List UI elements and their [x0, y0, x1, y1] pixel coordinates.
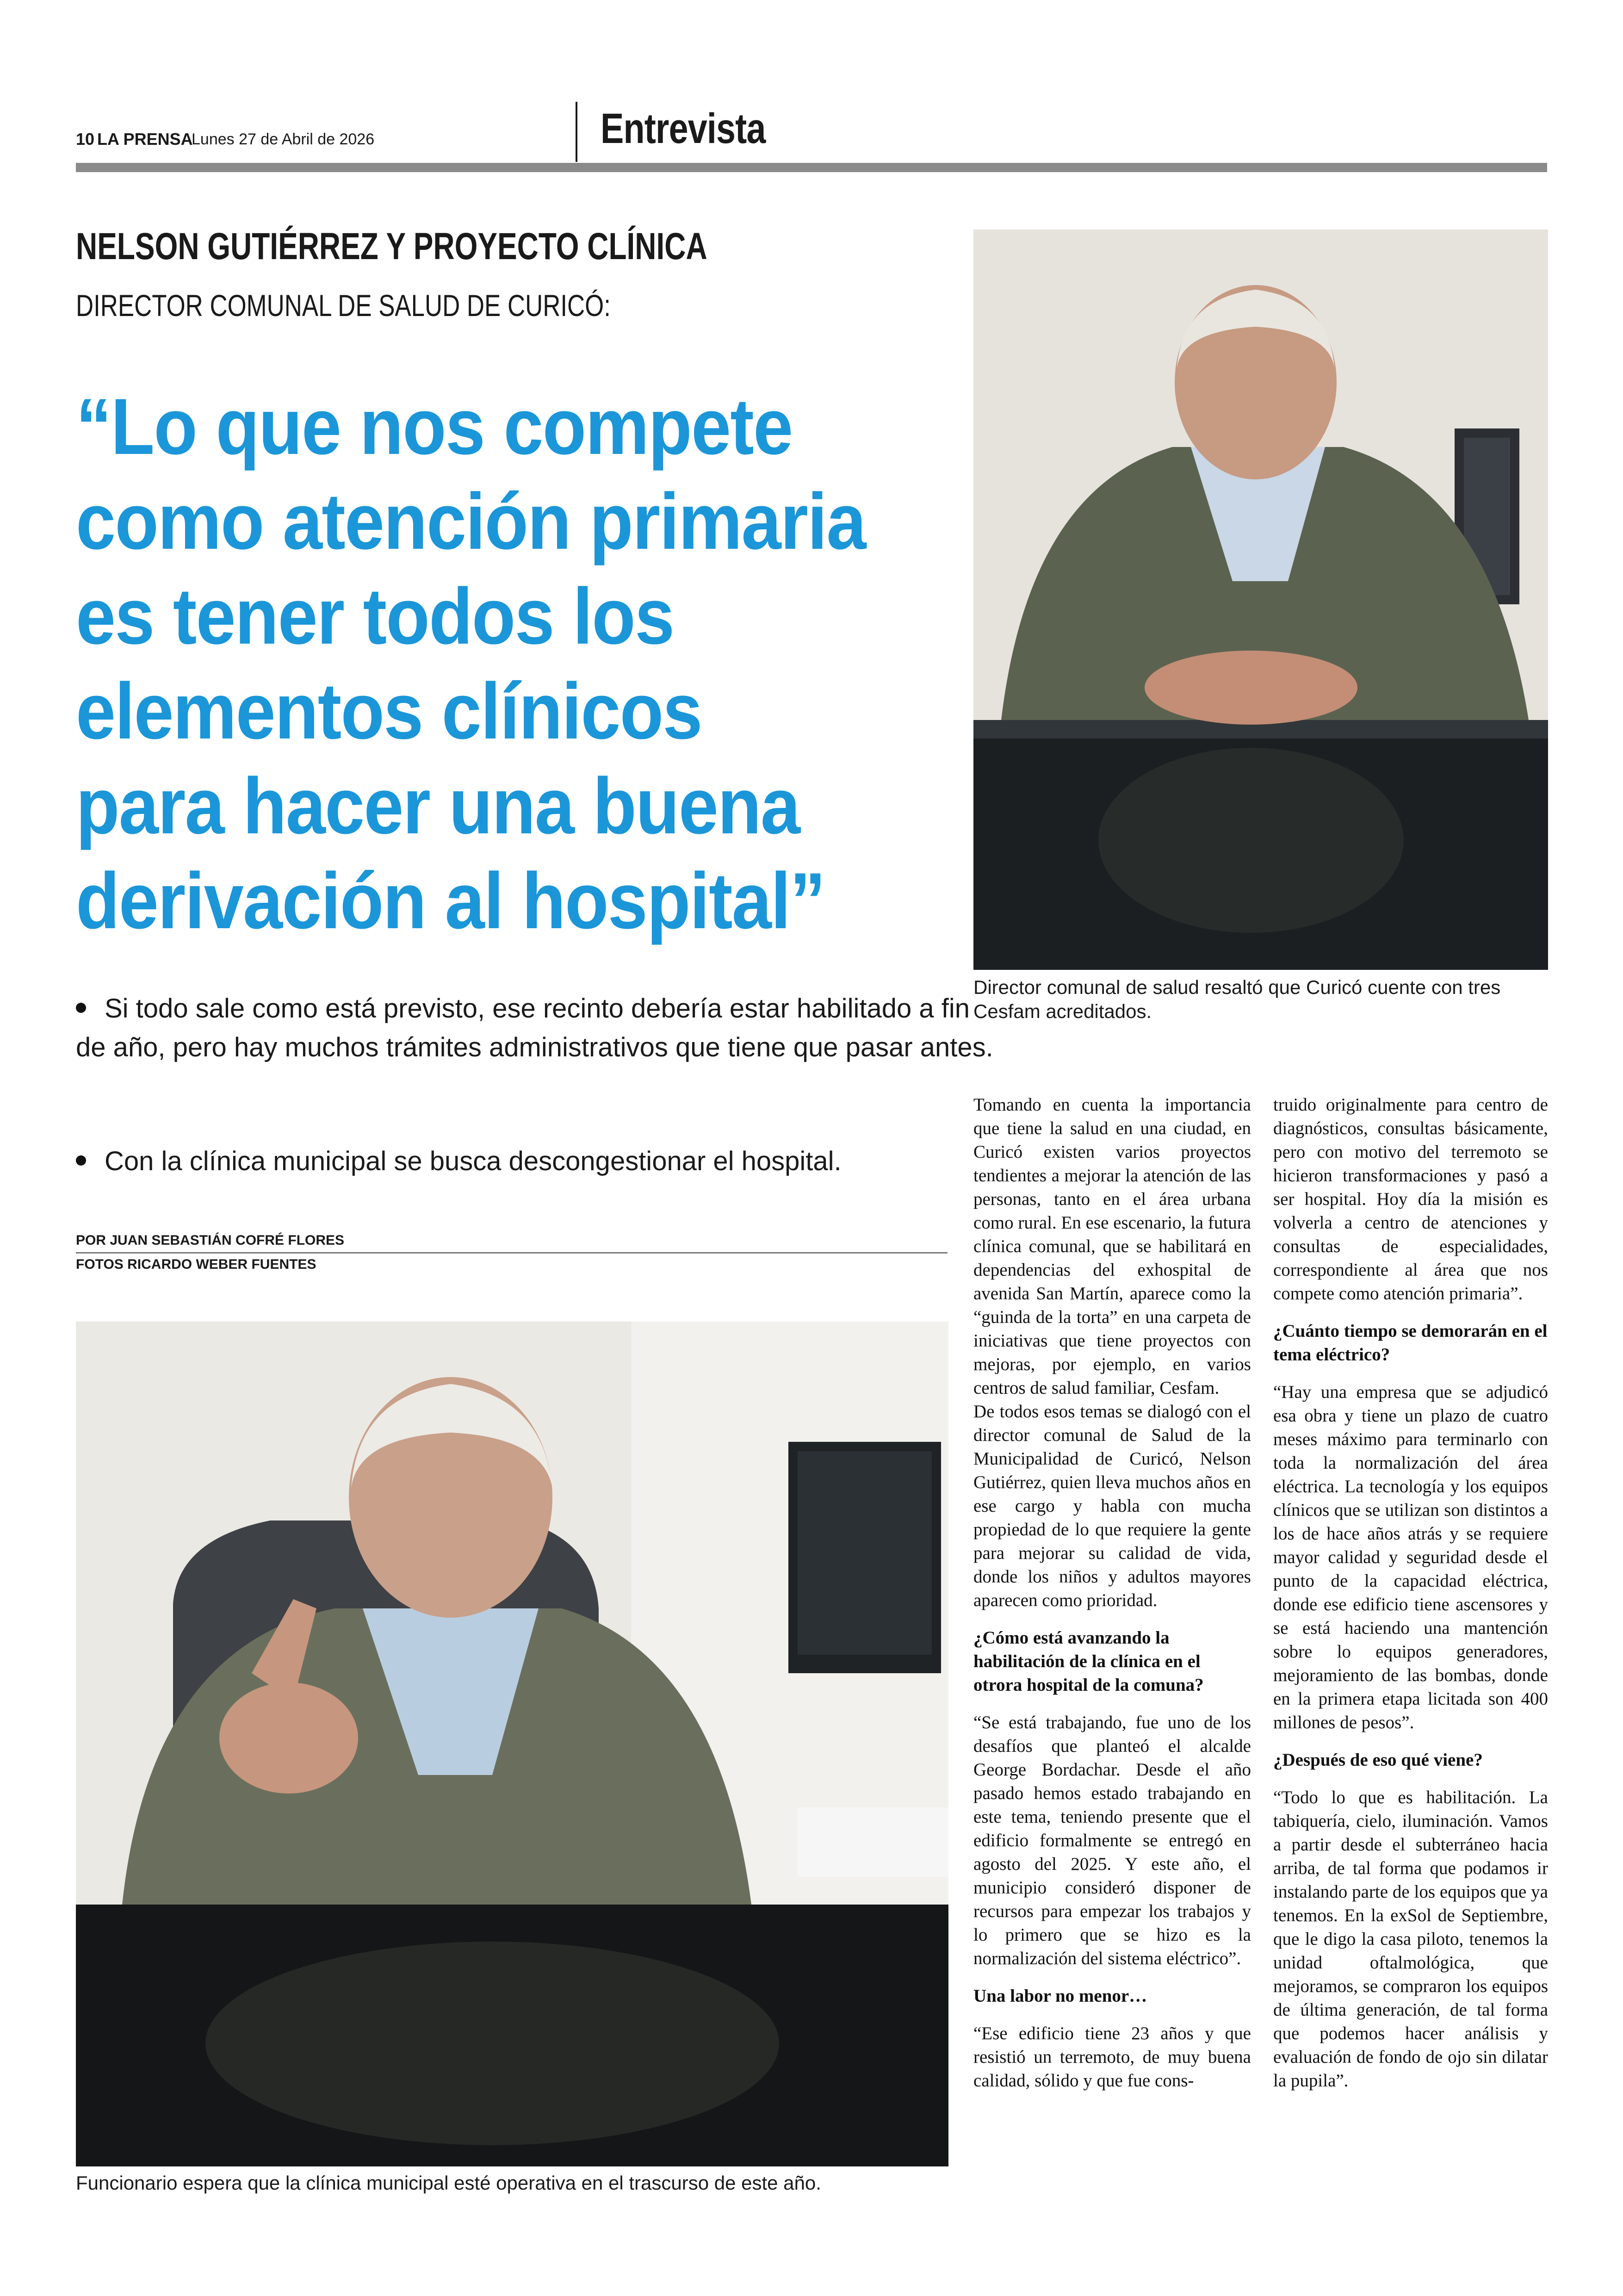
subheading: Una labor no menor… [973, 1986, 1147, 2006]
headline-line: “Lo que nos compete [76, 382, 793, 471]
kicker-subtitle: DIRECTOR COMUNAL DE SALUD DE CURICÓ: [76, 288, 611, 323]
kicker-title: NELSON GUTIÉRREZ Y PROYECTO CLÍNICA [76, 225, 707, 267]
interview-photo-top [973, 230, 1548, 970]
byline-rule [76, 1252, 948, 1253]
photo-caption-top: Director comunal de salud resaltó que Curicó cuente con tres Cesfam acreditados. [973, 976, 1501, 1022]
article-column-1 [973, 1093, 1251, 2092]
header-divider [576, 102, 577, 162]
headline-line: es tener todos los [76, 572, 674, 661]
interview-answer: “Hay una empresa que se adjudicó esa obra y tiene un plazo de cuatro meses máximo para terminarlo con toda la normalización del área eléctrica. La tecnología y los equipos clínicos que se utilizan son distintos a los de hace años atrás y se requiere mayor calidad y seguridad desde el punto de la capacidad eléctrica, donde ese edificio tiene ascensores y se está haciendo una mantención sobre lo equipos generadores, mejoramiento de las bombas, donde en la primera etapa licitada son 400 millones de pesos”. [1273, 1382, 1548, 1732]
headline-line: como atención primaria [76, 477, 866, 566]
headline [76, 379, 992, 949]
page-number: 10 [76, 130, 95, 149]
interview-question: ¿Después de eso qué viene? [1273, 1750, 1483, 1770]
byline-photographer: FOTOS RICARDO WEBER FUENTES [76, 1257, 316, 1272]
interview-answer: “Ese edificio tiene 23 años y que resistió un terremoto, de muy buena calidad, sólido y que fue cons- [973, 2023, 1251, 2091]
header-rule [76, 163, 1547, 172]
summary-bullet [76, 1142, 1001, 1181]
article-paragraph: De todos esos temas se dialogó con el director comunal de Salud de la Municipalidad de Curicó, Nelson Gutiérrez, quien lleva muchos años en ese cargo y habla con mucha propiedad de lo que requiere la gente para mejorar su calidad de vida, donde los niños y adultos mayores aparecen como prioridad. [973, 1402, 1251, 1610]
photo-caption-bottom: Funcionario espera que la clínica municipal esté operativa en el trascurso de este año. [76, 2172, 821, 2194]
article-paragraph: Tomando en cuenta la importancia que tiene la salud en una ciudad, en Curicó existen varios proyectos tendientes a mejorar la atención de las personas, tanto en el área urbana como rural. En ese escenario, la futura clínica comunal, que se habilitará en dependencias del exhospital de avenida San Martín, aparece como la “guinda de la torta” en una carpeta de iniciativas que tiene proyectos con mejoras, por ejemplo, en varios centros de salud familiar, Cesfam. [973, 1095, 1251, 1398]
byline-author: POR JUAN SEBASTIÁN COFRÉ FLORES [76, 1233, 345, 1248]
summary-bullet-text: Si todo sale como está previsto, ese recinto debería estar habilitado a fin de año, pero hay muchos trámites administrativos que tiene que pasar antes. [76, 993, 993, 1062]
interview-question: ¿Cuánto tiempo se demorarán en el tema eléctrico? [1273, 1321, 1548, 1365]
headline-line: elementos clínicos [76, 667, 702, 756]
bullet-dot-icon [76, 1155, 86, 1166]
publication-name: LA PRENSA [97, 130, 193, 149]
headline-line: para hacer una buena [76, 762, 800, 850]
summary-bullet [76, 989, 1001, 1067]
bullet-dot-icon [76, 1003, 86, 1013]
section-title: Entrevista [601, 105, 766, 152]
interview-answer: truido originalmente para centro de diagnósticos, consultas básicamente, pero con motivo del terremoto se hicieron transformaciones y pasó a ser hospital. Hoy día la misión es volverla a centro de atenciones y consultas de especialidades, correspondiente al área que nos compete como atención primaria”. [1273, 1095, 1548, 1303]
interview-answer: “Todo lo que es habilitación. La tabiquería, cielo, iluminación. Vamos a partir desde el subterráneo hacia arriba, de tal forma que podamos ir instalando parte de los equipos que ya tenemos. En la exSol de Septiembre, que le digo la casa piloto, tenemos la unidad oftalmológica, que mejoramos, se compraron los equipos de última generación, de tal forma que podemos hacer análisis y evaluación de fondo de ojo sin dilatar la pupila”. [1273, 1787, 1548, 2091]
summary-bullet-text: Con la clínica municipal se busca descongestionar el hospital. [105, 1146, 842, 1176]
interview-photo-bottom [76, 1322, 948, 2166]
headline-line: derivación al hospital” [76, 856, 825, 945]
interview-answer: “Se está trabajando, fue uno de los desafíos que planteó el alcalde George Bordachar. Desde el año pasado hemos estado trabajando en este tema, teniendo presente que el edificio formalmente se entregó en agosto del 2025. Y este año, el municipio consideró disponer de recursos para empezar los trabajos y lo primero que se hizo es la normalización del sistema eléctrico”. [973, 1713, 1251, 1968]
interview-question: ¿Cómo está avanzando la habilitación de la clínica en el otrora hospital de la comuna? [973, 1628, 1204, 1695]
issue-date: Lunes 27 de Abril de 2026 [192, 130, 375, 148]
article-column-2 [1273, 1093, 1548, 2092]
